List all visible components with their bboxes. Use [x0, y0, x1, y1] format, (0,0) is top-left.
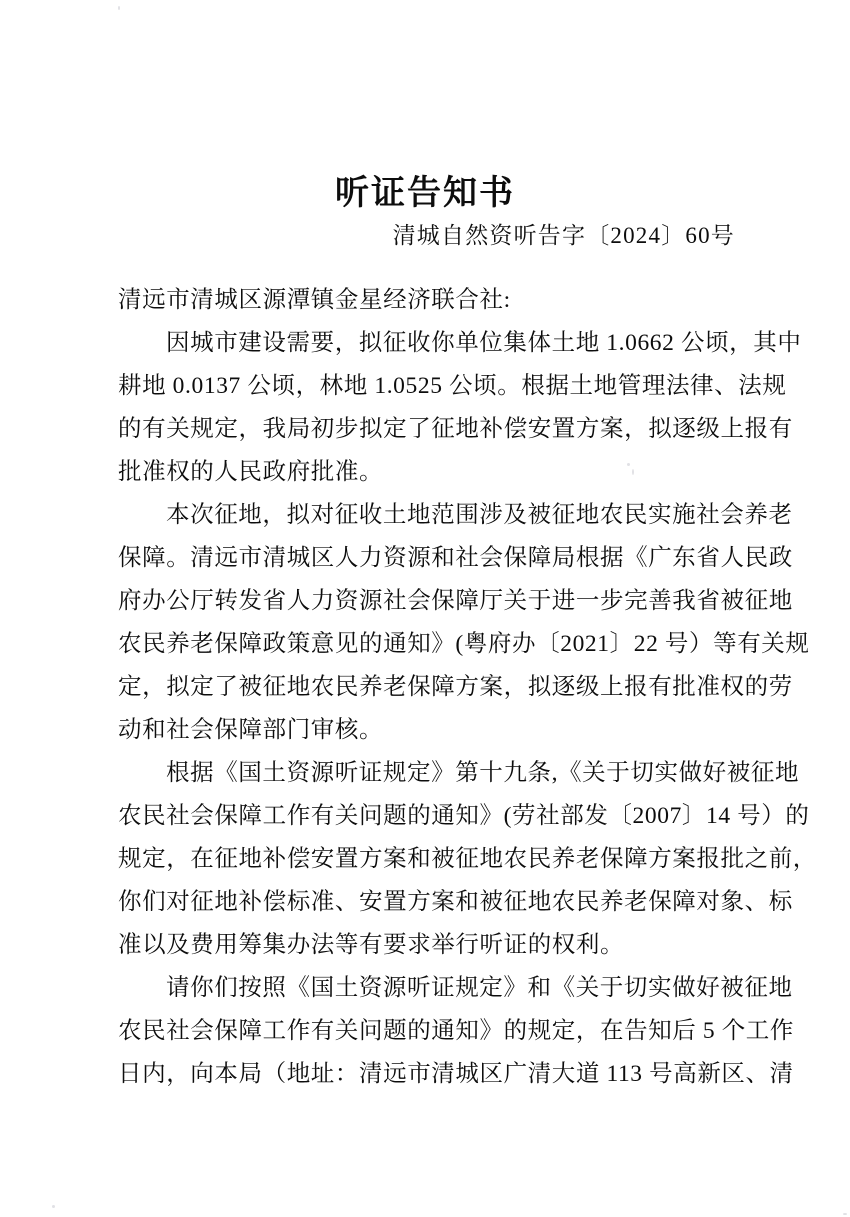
body-line: 请你们按照《国土资源听证规定》和《关于切实做好被征地 — [166, 975, 793, 1001]
body-line: 农民养老保障政策意见的通知》(粤府办〔2021〕22 号）等有关规 — [118, 631, 810, 657]
body-line: 日内，向本局（地址：清远市清城区广清大道 113 号高新区、清 — [118, 1061, 794, 1087]
body-line: 因城市建设需要，拟征收你单位集体土地 1.0662 公顷，其中 — [166, 330, 802, 356]
scan-speckle — [118, 6, 120, 10]
paragraph-2 — [118, 494, 810, 752]
paragraph-3 — [118, 752, 817, 967]
paragraph-1 — [118, 322, 802, 494]
body-line: 规定，在征地补偿安置方案和被征地农民养老保障方案报批之前， — [118, 846, 817, 872]
body-line: 保障。清远市清城区人力资源和社会保障局根据《广东省人民政 — [118, 545, 793, 571]
body-line: 你们对征地补偿标准、安置方案和被征地农民养老保障对象、标 — [118, 889, 793, 915]
body-line: 耕地 0.0137 公顷，林地 1.0525 公顷。根据土地管理法律、法规 — [118, 373, 787, 399]
body-line: 定，拟定了被征地农民养老保障方案，拟逐级上报有批准权的劳 — [118, 674, 793, 700]
paragraph-4 — [118, 967, 794, 1096]
body-line: 农民社会保障工作有关问题的通知》(劳社部发〔2007〕14 号）的 — [118, 803, 810, 829]
document-body — [118, 279, 817, 1096]
body-line: 的有关规定，我局初步拟定了征地补偿安置方案，拟逐级上报有 — [118, 416, 793, 442]
scan-speckle — [52, 1205, 55, 1208]
scan-speckle — [843, 1213, 847, 1215]
recipient-line: 清远市清城区源潭镇金星经济联合社: — [118, 287, 511, 313]
body-line: 准以及费用筹集办法等有要求举行听证的权利。 — [118, 932, 625, 958]
body-line: 动和社会保障部门审核。 — [118, 717, 384, 743]
document-number: 清城自然资听告字〔2024〕60号 — [392, 223, 735, 248]
body-line: 根据《国土资源听证规定》第十九条,《关于切实做好被征地 — [166, 760, 800, 786]
body-line: 批准权的人民政府批准。 — [118, 459, 384, 485]
body-line: 农民社会保障工作有关问题的通知》的规定，在告知后 5 个工作 — [118, 1018, 794, 1044]
document-title: 听证告知书 — [335, 172, 515, 213]
body-line: 府办公厅转发省人力资源社会保障厅关于进一步完善我省被征地 — [118, 588, 793, 614]
body-line: 本次征地，拟对征收土地范围涉及被征地农民实施社会养老 — [166, 502, 793, 528]
